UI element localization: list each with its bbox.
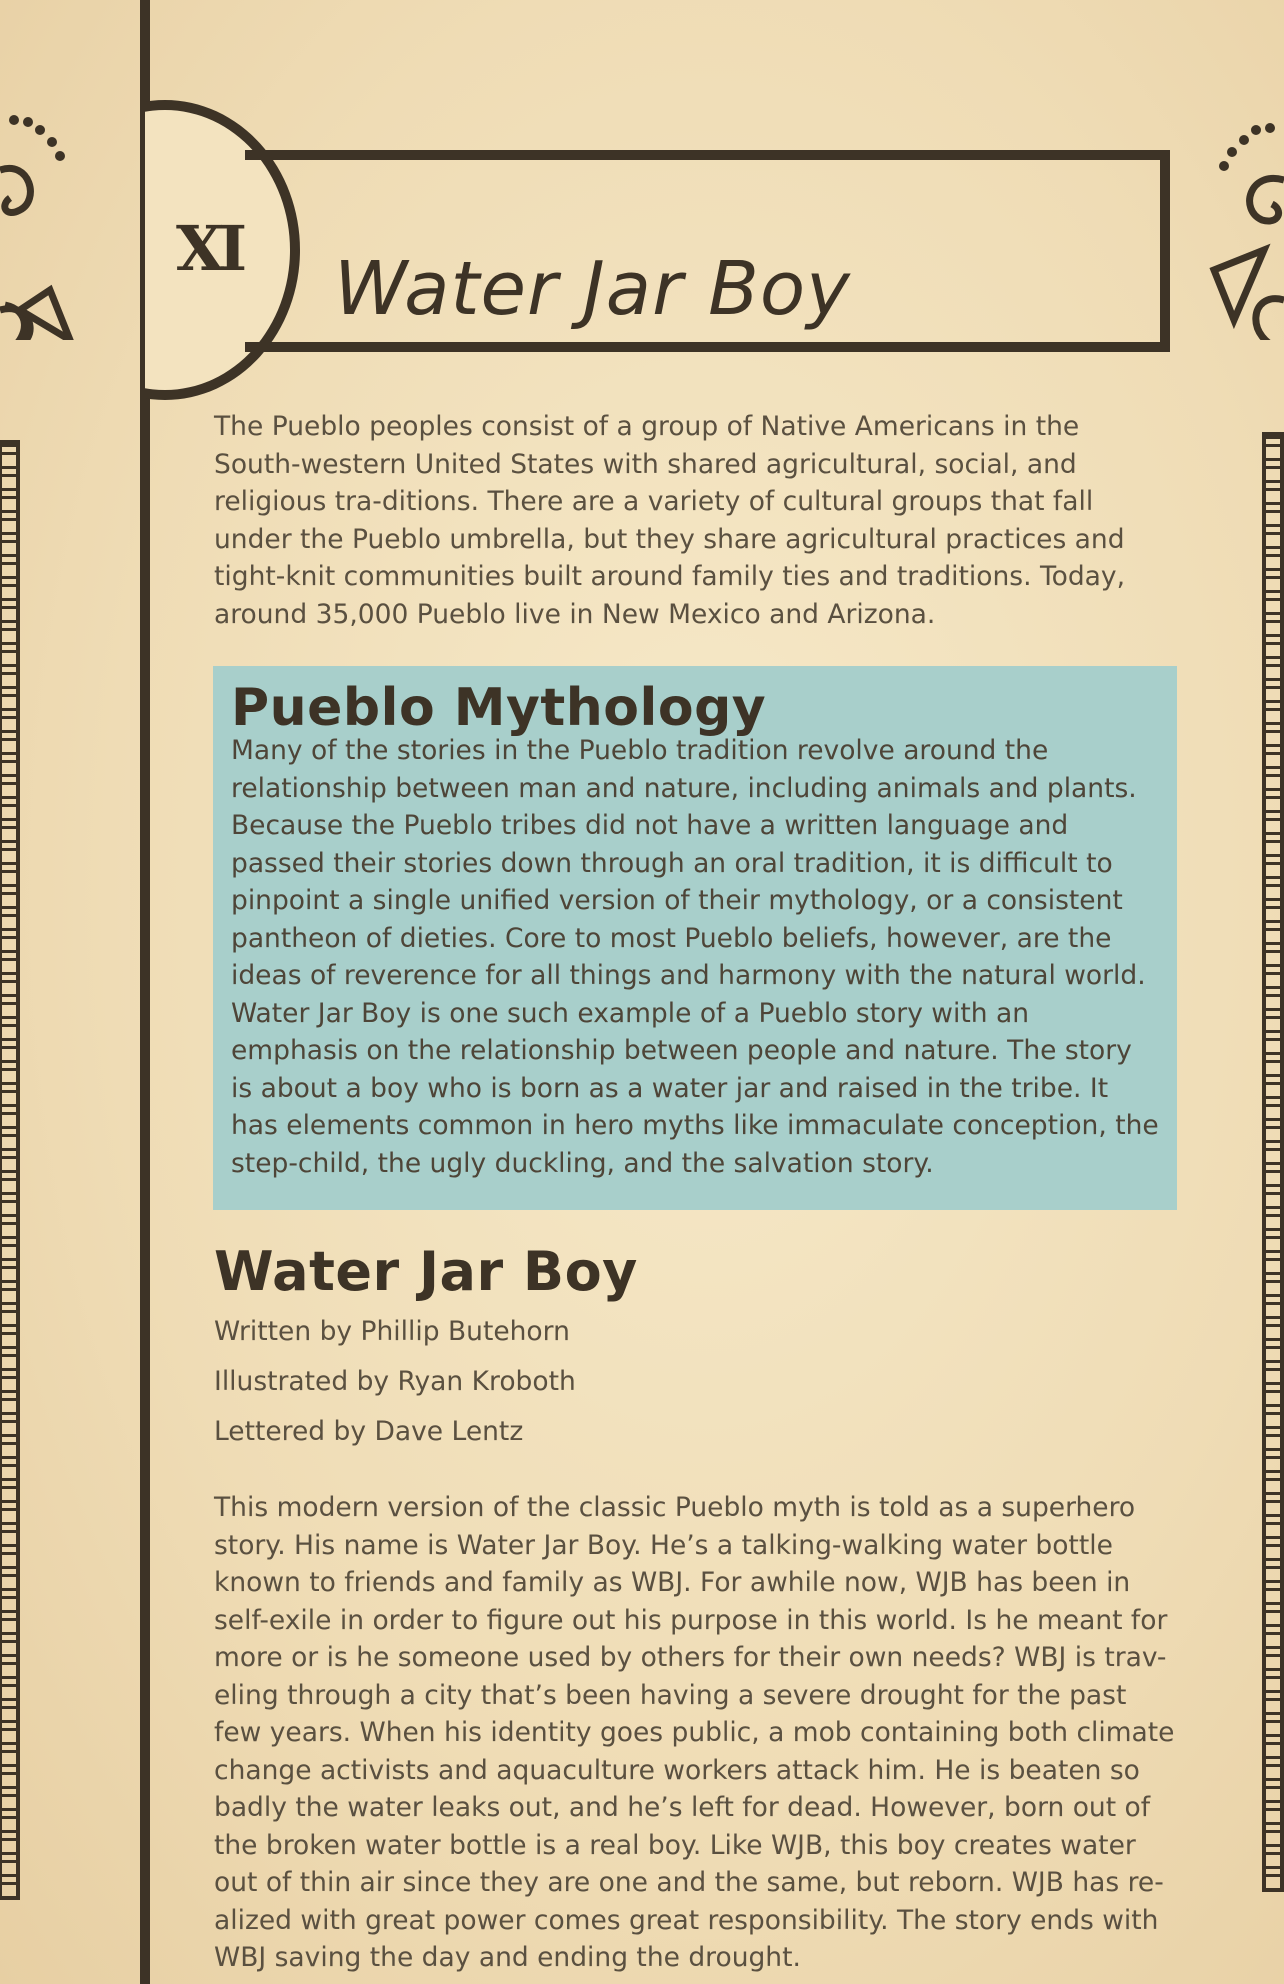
chapter-numeral: XI <box>176 212 242 285</box>
mythology-paragraph-1: Many of the stories in the Pueblo tradition revolve around the relationship between man and nature, including animals and plants. Because the Pueblo tribes did not have a written language and passed their stories down through an oral tradition, it is difficult to pinpoint a single unified version of their mythology, or a consistent pantheon of dieties. Core to most Pueblo beliefs, however, are the ideas of reverence for all things and harmony with the natural world. <box>231 735 1146 991</box>
story-title: Water Jar Boy <box>214 1240 638 1303</box>
intro-paragraph: The Pueblo peoples consist of a group of Native Americans in the South-western United States with shared agricultural, social, and religious tra-ditions. There are a variety of cultural groups that fall under the Pueblo umbrella, but they share agricultural practices and tight-knit communities built around family ties and traditions. Today, around 35,000 Pueblo live in New Mexico and Arizona. <box>214 411 1126 630</box>
pueblo-mythology-sidebar <box>213 666 1177 1210</box>
mythology-paragraph-2: Water Jar Boy is one such example of a Pueblo story with an emphasis on the relationship between people and nature. The story is about a boy who is born as a water jar and raised in the tribe. It has elements common in hero myths like immaculate conception, the step-child, the ugly duckling, and the salvation story. <box>231 997 1159 1179</box>
left-key-border <box>0 440 20 1900</box>
title-box-edge-top <box>245 150 265 160</box>
title-box-edge-bottom <box>245 342 265 352</box>
credit-letterer: Lettered by Dave Lentz <box>214 1416 524 1447</box>
chapter-title: Water Jar Boy <box>334 245 851 332</box>
mythology-heading: Pueblo Mythology <box>231 678 767 738</box>
credit-writer: Written by Phillip Butehorn <box>214 1316 570 1347</box>
right-spiral-ornament-icon <box>1194 110 1284 340</box>
left-spiral-ornament-icon <box>0 110 90 340</box>
right-key-border <box>1262 432 1284 1892</box>
credit-illustrator: Illustrated by Ryan Kroboth <box>214 1366 576 1397</box>
story-synopsis: This modern version of the classic Pueblo myth is told as a superhero story. His name is Water Jar Boy. He’s a talking-walking water bottle known to friends and family as WBJ. For awhile now, WJB has been in self-exile in order to figure out his purpose in this world. Is he meant for more or is he someone used by others for their own needs? WBJ is trav-eling through a city that’s been having a severe drought for the past few years. When his identity goes public, a mob containing both climate change activists and aquaculture workers attack him. He is beaten so badly the water leaks out, and he’s left for dead. However, born out of the broken water bottle is a real boy. Like WJB, this boy creates water out of thin air since they are one and the same, but reborn. WJB has re-alized with great power comes great responsibility. The story ends with WBJ saving the day and ending the drought. <box>214 1492 1175 1973</box>
